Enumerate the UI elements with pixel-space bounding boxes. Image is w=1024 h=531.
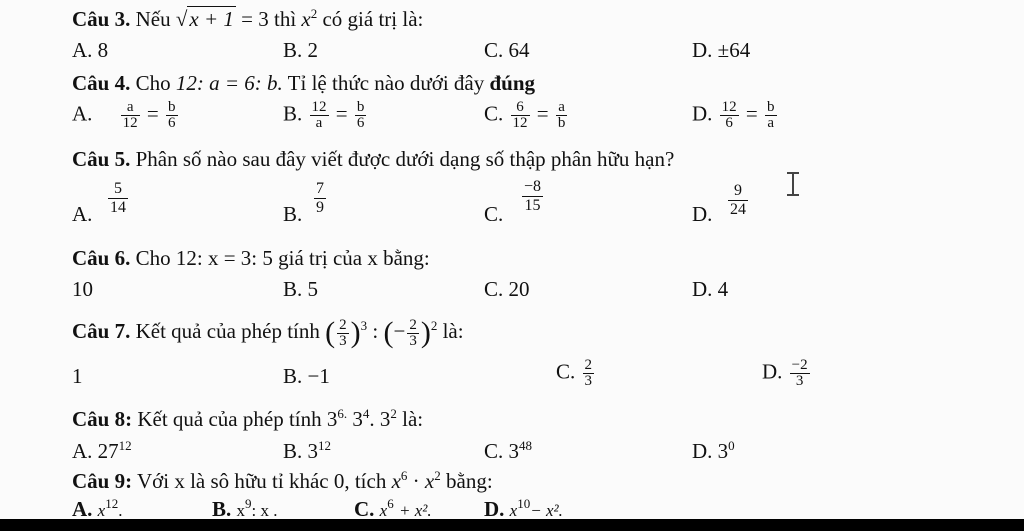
q8-d-exp: 0 [728,438,735,453]
q4-bold-tail: đúng [489,71,536,95]
q8-option-b [283,438,331,464]
q4-b-n1: 12 [311,99,327,115]
q8-b-letter: B. [283,439,303,463]
q7-d-n: −2 [791,357,808,373]
q9-b-tail: : x . [251,501,278,519]
q9-option-c [354,496,432,519]
q8-term1-exp: 6. [337,406,348,421]
q5-b-d: 9 [316,199,324,216]
q4-b-d1: a [315,115,323,131]
q8-term2-exp: 4 [362,406,370,421]
q6-option-c: C. 20 [484,277,530,301]
q4-text-pre: Cho [135,71,171,95]
q9-b1: x [391,469,401,493]
q4-option-d: D. $\frac{12}{6}$ = $\frac{b}{a}$ [692,99,775,131]
q3-text-pre: Nếu [135,7,171,31]
q9-b-letter: B. [212,497,232,519]
q3-option-c: C. 64 [484,38,530,62]
q4-a-d1: 12 [122,115,138,131]
q6-ratio: 12: x = 3: 5 [175,246,273,270]
q5-a-letter: A. [72,202,93,226]
q9-d-letter: D. [484,497,505,519]
q4-c-n1: 6 [511,100,530,116]
q4-d-n1: 12 [721,99,737,115]
q5-b-letter: B. [283,202,303,226]
q9-b2: x [424,469,435,493]
q5-b-n: 7 [316,180,324,197]
q7-f2-d: 3 [409,332,417,349]
q9-a-letter: A. [72,497,93,519]
q8-d-letter: D. [692,439,713,463]
q8-term3-base: . 3 [369,407,391,431]
q8-option-c [484,438,532,464]
q7-option-b: B. −1 [283,364,330,388]
q8-d-base: 3 [717,439,729,463]
q4-d-d1: 6 [725,115,733,131]
q9-option-a [72,496,122,519]
q4-a-n2: b [168,99,176,115]
q8-text-pre: Kết quả của phép tính [137,407,322,431]
q7-e1: 3 [360,317,368,333]
q7-op: : [372,318,379,343]
q3-option-a: A. 8 [72,38,109,62]
q5-d-letter: D. [692,202,713,226]
q7-c-letter: C. [556,359,576,384]
q9-d-exp: 10 [517,496,531,511]
q7-f1-d: 3 [339,332,347,349]
q8-a-exp: 12 [118,438,132,453]
q8-b-base: 3 [307,439,319,463]
q8-text-post: là: [402,407,424,431]
q8-a-letter: A. [72,439,93,463]
q3-text-post: có giá trị là: [322,7,424,31]
q5-d-n: 9 [728,182,748,201]
q6-text-post: giá trị của x bằng: [278,246,430,270]
q9-a-base: x [97,501,106,519]
q4-c-d1: 12 [512,115,528,131]
q3-eq: = 3 thì [241,7,297,31]
q4-ratio: 12: a = 6: b. [175,71,283,95]
q9-e1: 6 [400,468,408,483]
q9-e2: 2 [434,468,441,483]
q3-x: x [301,7,311,31]
q5-a-n: 5 [108,180,128,199]
q4-option-b: B. $\frac{12}{a}$ = $\frac{b}{6}$ [283,99,365,131]
q7-option-c [556,358,596,389]
q7-c-n: 2 [584,357,593,373]
q8-b-exp: 12 [318,438,332,453]
document-page: Câu 3. Nếu √x + 1 = 3 thì $x^2$ có giá trị là: A. 8 B. 2 C. 64 D. ±64 Câu 4. Cho 12: a = 6: b. Tỉ lệ thức nào dưới đây đúng A. $\frac{a}{12}$ = $\frac{b}{6}$ B. $\frac{12}{a}$ = $\frac{b}{6}$ C. $\frac{6}{12}$ = $\frac{a}{b}$ D. $\frac{12}{6}$ = $\frac{b}{a}$ Câu 5. Phân số nào sau đây viết được dưới dạng số thập phân hữu hạn? A. $\frac{5}{14}$ B. $\frac{7}{9}$ C. $\frac{-8}{15}$ D. $\frac{9}{24}$ Câu 6. Cho 12: x = 3: 5 giá trị của x bằng: 10 B. 5 C. 20 D. 4 Câu 7. Kết quả của phép tính ( $\frac{2}{3}$ )$^3$ : (− $\frac{2}{3}$ )$^2$ là: 1 B. −1 C. $\frac{2}{3}$ D. $\frac{-2}{3}$ Câu 8: Kết quả của phép tính $3^{6.}$ $3^4$. $3^2$ là: A. $27^{12}$ B. $3^{12}$ C. $3^{48}$ D. $3^0$ Câu 9: Với x là sô hữu tỉ khác 0, tích $x^6 \cdot x^2$ bằng: A. $x^{12}$. B. $x^9$: x . C. $x^6 + x^2$. D. $x^{10}- x^2$. [0,0,1024,519]
q6-option-a: 10 [72,277,93,301]
text-cursor-icon [786,172,800,196]
q9-b-base: x [236,501,246,519]
q3-option-b: B. 2 [283,38,319,62]
q5-d-d: 24 [730,201,746,218]
q4-a-letter: A. [72,101,93,126]
q6-label: Câu 6. [72,246,131,270]
q9-d-tail: − x². [530,501,563,519]
q9-b-exp: 9 [245,496,252,511]
q4-c-letter: C. [484,101,504,126]
q4-b-letter: B. [283,101,303,126]
q5-c-letter: C. [484,202,504,226]
q5-c-d: 15 [524,197,541,214]
q5-c-n: −8 [524,178,542,195]
q7-option-d [762,358,812,389]
q7-d-d: 3 [795,373,804,389]
q9-c-exp: 6 [387,496,394,511]
q4-option-c: C. $\frac{6}{12}$ = $\frac{a}{b}$ [484,99,566,131]
q4-b-n2: b [356,99,365,115]
q7-option-a: 1 [72,364,83,388]
q5-option-b [314,180,326,217]
q4-option-a: A. $\frac{a}{12}$ = $\frac{b}{6}$ [72,99,176,131]
q4-b-d2: 6 [356,115,365,131]
q4-d-letter: D. [692,101,713,126]
q5-option-d [728,182,748,219]
q9-label: Câu 9: [72,469,133,493]
q9-option-d [484,496,563,519]
q9-c-tail: + x². [398,501,432,519]
q7-text-pre: Kết quả của phép tính [135,318,320,343]
q7-c-d: 3 [584,373,593,389]
q3-label: Câu 3. [72,7,131,31]
q9-d-base: x [509,501,518,519]
q9-a-exp: 12 [105,496,119,511]
q8-c-letter: C. [484,439,504,463]
q8-a-base: 27 [97,439,119,463]
q5-option-a [108,180,128,217]
q4-c-d2: b [557,115,566,131]
q7-text-post: là: [442,318,464,343]
q4-a-n1: a [121,100,140,116]
q4-label: Câu 4. [72,71,131,95]
q5-option-c [522,178,543,215]
q5-a-d: 14 [110,199,126,216]
q9-dot: · [412,469,420,493]
q8-term3-exp: 2 [390,406,397,421]
q9-c-base: x [379,501,388,519]
q3-radicand: x + 1 [189,7,234,31]
q7-d-letter: D. [762,359,783,384]
q8-c-exp: 48 [519,438,533,453]
q7-neg: − [393,318,406,343]
q8-option-d [692,438,735,464]
q7-f1-n: 2 [339,316,347,333]
q4-text-post: Tỉ lệ thức nào dưới đây [287,71,485,95]
q3-option-d: D. ±64 [692,38,751,62]
q9-option-b [212,496,278,519]
q4-c-n2: a [556,100,568,116]
q5-label: Câu 5. [72,147,131,171]
q6-option-d: D. 4 [692,277,729,301]
q7-f2-n: 2 [409,316,417,333]
q9-text-pre: Với x là sô hữu tỉ khác 0, tích [136,469,387,493]
q6-option-b: B. 5 [283,277,319,301]
q5-text: Phân số nào sau đây viết được dưới dạng số thập phân hữu hạn? [135,147,675,171]
q9-a-tail: . [118,501,123,519]
q4-d-d2: a [767,115,775,131]
q6-text-pre: Cho [135,246,171,270]
q8-c-base: 3 [508,439,520,463]
q9-c-letter: C. [354,497,375,519]
q8-option-a [72,438,132,464]
q8-term1-base: 3 [326,407,338,431]
q4-d-n2: b [767,99,775,115]
q9-text-post: bằng: [446,469,493,493]
q7-e2: 2 [430,317,438,333]
q7-label: Câu 7. [72,318,131,343]
q8-label: Câu 8: [72,407,133,431]
q4-a-d2: 6 [168,115,176,131]
q8-term2-base: 3 [347,407,363,431]
q3-exp: 2 [310,6,318,21]
